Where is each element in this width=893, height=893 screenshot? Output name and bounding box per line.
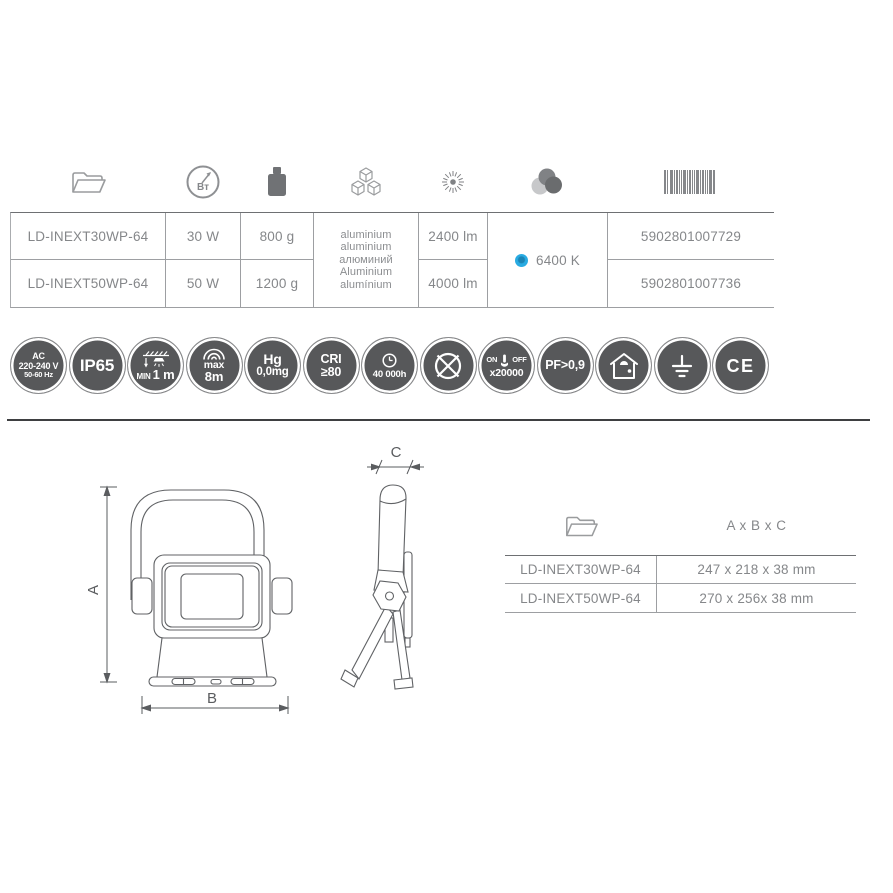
crossed-circle-glyph [430,348,466,384]
weight-column-header [240,156,313,208]
luminous-flux-icon [436,165,470,199]
voltage-label: 220-240 V [18,361,59,372]
lifetime-icon [361,337,418,394]
frequency-label: 50-60 Hz [24,370,53,380]
model-cell: LD-INEXT30WP-64 [11,213,166,260]
on-label: ON [486,355,498,365]
spec-table [10,212,774,308]
handle-profile [378,485,406,577]
base-plate [149,677,276,686]
dim-a-label: A [85,584,102,596]
material-cell [314,213,419,307]
power-cell: 30 W [166,213,241,260]
material-column-header [313,156,418,208]
size-dims-header: A x B x C [726,518,787,533]
front-view-drawing [85,450,310,740]
max-height-icon [186,337,243,394]
cri-value: ≥80 [320,364,342,379]
right-knob [272,578,292,614]
size-value-cell: 270 x 256x 38 mm [699,590,814,606]
cold-white-dot-icon [515,254,528,267]
section-divider [7,419,870,421]
max-value: 8m [204,369,224,384]
weight-icon [263,165,291,199]
folder-icon [563,511,599,541]
hg-label: Hg [263,351,282,368]
material-line: alumínium [340,278,392,291]
lifetime-value: 40 000h [372,368,407,380]
size-table-header [505,498,856,553]
flux-column-header [418,156,487,208]
ip-label: IP65 [79,356,115,375]
ac-voltage-icon [10,337,67,394]
ac-label: AC [32,351,45,362]
spec-table-header-icons [10,156,773,208]
house-lamp-glyph [608,351,640,381]
grounding-icon [654,337,711,394]
size-model-header [505,498,657,553]
pf-label: PF>0,9 [545,358,585,372]
power-column-header [165,156,240,208]
ce-label: CE [726,355,755,376]
barcode-icon [664,169,716,195]
indoor-luminaire-icon [595,337,652,394]
ean-column-header [607,156,773,208]
weight-cell: 1200 g [241,260,314,307]
finger-press-glyph [499,354,510,368]
min-value: 1 m [152,366,175,382]
weight-cell: 800 g [241,213,314,260]
color-temp-value: 6400 K [536,252,580,268]
watt-unit-label: Вт [196,182,209,193]
ip65-icon [69,337,126,394]
mercury-free-icon [244,337,301,394]
dim-c-label: C [390,444,402,461]
color-temperature-icon [527,166,567,198]
dim-b-label: B [206,690,218,707]
model-column-header [10,156,165,208]
cri-icon [303,337,360,394]
size-model-cell: LD-INEXT30WP-64 [505,556,657,584]
model-cell: LD-INEXT50WP-64 [11,260,166,307]
cri-label: CRI [320,351,342,366]
size-value-cell: 247 x 218 x 38 mm [657,556,856,584]
ean-cell: 5902801007736 [640,276,742,291]
min-label: MIN [136,371,151,381]
material-line: aluminium [340,241,392,254]
certification-icons-row [10,337,769,394]
left-knob [132,578,152,614]
dimension-c [367,460,424,474]
dimension-a [100,487,117,682]
off-label: OFF [512,355,527,365]
folder-icon [69,167,107,197]
power-cell: 50 W [166,260,241,307]
material-line: aluminium [340,228,392,241]
earth-glyph [671,353,693,379]
cycles-count: x20000 [489,366,524,379]
side-view-drawing [330,440,490,730]
size-model-cell: LD-INEXT50WP-64 [505,584,657,612]
size-table [505,555,856,613]
color-temp-column-header [487,156,607,208]
power-factor-icon [537,337,594,394]
flux-cell: 4000 lm [419,260,488,307]
material-line: алюминий [339,253,393,266]
ceiling-distance-glyph [141,351,171,368]
max-label: max [203,359,225,371]
min-distance-icon [127,337,184,394]
lamp-housing [154,555,270,638]
stand-sides [157,638,267,677]
clock-glyph [381,352,398,369]
wattage-gauge-icon [184,163,222,201]
ce-icon [712,337,769,394]
not-dimmable-icon [420,337,477,394]
material-line: Aluminium [339,266,393,279]
hg-value: 0,0mg [256,366,289,379]
switch-cycles-icon [478,337,535,394]
ean-cell: 5902801007729 [608,213,774,260]
color-temp-cell [488,213,608,307]
material-cubes-icon [347,166,385,198]
flux-cell: 2400 lm [419,213,488,260]
